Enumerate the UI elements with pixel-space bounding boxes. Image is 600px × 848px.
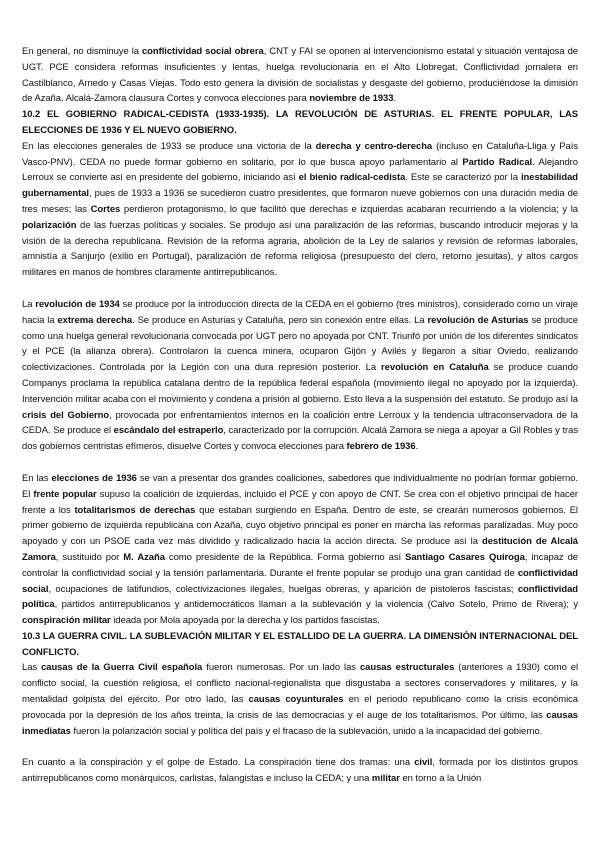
paragraph-revolucion-1934	[22, 297, 578, 455]
text-run: se produce por la introducción directa de la CEDA en el gobierno (tres ministros), considerado como un viraje hacia la	[22, 298, 578, 326]
bold-term: causas coyunturales	[248, 694, 344, 706]
text-run: . Este se caracterizó por la	[405, 172, 521, 184]
bold-term: elecciones de 1936	[51, 472, 137, 484]
bold-term: Partido Radical	[462, 156, 533, 168]
text-run: se produce como una huelga general revolucionaria convocada por UGT pero no apoyada por CNT. Triunfó por unión de los diferentes sindicatos y el PCE (la alianza obrera). Controlaron la cuenca minera, ocuparon Gijón y Avilés y llegaron a sitiar Oviedo, realizando colectivizaciones. Controlada por la Legión con una dura represión posterior. La	[22, 314, 578, 374]
bold-term: revolución en Cataluña	[381, 362, 489, 374]
bold-term: el bienio radical-cedista	[298, 172, 406, 184]
bold-term: escándalo del estraperlo	[113, 425, 224, 437]
bold-term: revolución de Asturias	[427, 314, 529, 326]
bold-term: totalitarismos de derechas	[74, 504, 196, 516]
text-run: de las fuerzas políticas y sociales. Se produjo así una paralización de las reformas, buscando introducir mejoras y la visión de la derecha republicana. Revisión de la reforma agraria, abolición de la Ley de salarios y revisión de reformas laborales, amnistía a Sanjurjo (exilio en Portugal), paralización de reforma religiosa (presupuesto del clero, retorno jesuitas), y altos cargos militares en manos de hombres claramente antirrepublicanos.	[22, 219, 578, 279]
text-run: , CNT y FAI se oponen al intervencionismo estatal y situación ventajosa de UGT. PCE considera reformas insuficientes y lentas, huelga revolucionaria en el Alto Llobregat. Conflictividad jornalera en Castilblanco, Arnedo y Casas Viejas. Todo esto genera la división de socialistas y desgaste del gobierno, produciéndose la dimisión de Azaña. Alcalá-Zamora clausura Cortes y convoca elecciones para	[22, 46, 578, 105]
bold-term: conflictividad política	[22, 583, 578, 611]
text-run: fueron numerosas. Por un lado las	[202, 662, 360, 674]
paragraph-causas-guerra	[22, 660, 578, 739]
text-run: perdieron protagonismo, lo que facilitó que derechas e izquierdas acabaran recurriendo a la violencia; y la	[120, 203, 578, 215]
text-run: se van a presentar dos grandes coaliciones, sabedores que individualmente no podrían formar gobierno. El	[22, 472, 578, 500]
text-run: , formada por los distintos grupos antirrepublicanos como monárquicos, carlistas, falangistas e incluso la CEDA; y una	[22, 757, 579, 785]
text-run: , partidos antirrepublicanos y antidemocráticos llaman a la sublevación y la violencia (Calvo Sotelo, Primo de Rivera); y	[54, 599, 578, 611]
text-run: (anteriores a 1930) como el conflicto social, la cuestión religiosa, el conflicto nacional-regionalista que disgustaba a sectores conservadores y militares, y la mentalidad golpista del ejército. Por otro lado, las	[22, 662, 579, 706]
text-run: La	[22, 298, 36, 310]
bold-term: causas de la Guerra Civil española	[41, 662, 203, 674]
section-heading-10-3: 10.3 LA GUERRA CIVIL. LA SUBLEVACIÓN MILITAR Y EL ESTALLIDO DE LA GUERRA. LA DIMENSIÓN INTERNACIONAL DEL CONFLICTO.	[22, 630, 578, 658]
bold-term: frente popular	[33, 488, 97, 500]
text-run: (incluso en Cataluña-Lliga y País Vasco-PNV). CEDA no puede formar gobierno en solitario, por lo que busca apoyo parlamentario al	[22, 140, 578, 168]
bold-term: revolución de 1934	[35, 298, 120, 310]
text-run: .	[393, 93, 397, 105]
paragraph-conspiracion	[22, 755, 578, 787]
text-run: se produce cuando Companys proclama la república catalana dentro de la república federal española (movimiento ilegal no apoyado por la izquierda). Intervención militar acaba con el movimiento y condena a prisión al gobierno. Esto lleva a la suspensión del estatuto. Se produjo así la	[22, 362, 578, 405]
paragraph-elecciones-1936	[22, 471, 578, 629]
text-run: , incapaz de controlar la conflictividad social y la tensión parlamentaria. Durante el frente popular se produjo una gran cantidad de	[22, 551, 579, 579]
bold-term: conflictividad social	[22, 567, 578, 595]
text-run: , pues de 1933 a 1936 se sucedieron cuatro presidentes, que formaron nueve gobiernos con una duración media de tres meses; las	[22, 188, 578, 215]
bold-term: derecha y centro-derecha	[315, 140, 433, 152]
text-run: en torno a la Unión	[399, 773, 482, 785]
text-run: . Se produce en Asturias y Cataluña, pero sin conexión entre ellas. La	[132, 314, 428, 326]
text-run: . Alejandro Lerroux se convierte así en presidente del gobierno, iniciando así	[22, 156, 578, 184]
bold-term: inestabilidad gubernamental	[22, 172, 578, 200]
bold-term: noviembre de 1933	[309, 93, 394, 105]
text-run: En general, no disminuye la	[22, 46, 142, 57]
bold-term: Cortes	[90, 203, 121, 215]
text-run: fueron la polarización social y política del país y el fracaso de la sublevación, unido a la incapacidad del gobierno.	[70, 725, 543, 737]
text-run: .	[415, 441, 419, 453]
text-run: en el periodo republicano como la crisis económica provocada por la depresión de los años treinta, la crisis de las democracias y el auge de los totalitarismos. Por último, las	[22, 694, 578, 721]
text-run: como presidente de la República. Forma gobierno así	[164, 551, 406, 563]
bold-term: crisis del Gobierno	[22, 409, 110, 421]
section-heading-10-2: 10.2 EL GOBIERNO RADICAL-CEDISTA (1933-1935). LA REVOLUCIÓN DE ASTURIAS. EL FRENTE POPULAR, LAS ELECCIONES DE 1936 Y EL NUEVO GOBIERNO.	[22, 109, 578, 136]
bold-term: militar	[371, 773, 400, 785]
text-run: En las	[22, 472, 52, 484]
bold-term: civil	[414, 757, 433, 769]
bold-term: febrero de 1936	[346, 441, 416, 453]
bold-term: conspiración militar	[22, 615, 111, 627]
paragraph-elecciones-1933	[22, 139, 578, 281]
text-run: Las	[22, 662, 42, 674]
text-run: En cuanto a la conspiración y el golpe de Estado. La conspiración tiene dos tramas: una	[22, 757, 415, 769]
bold-term: conflictividad social obrera	[141, 46, 264, 57]
bold-term: extrema derecha	[57, 314, 133, 326]
paragraph-conflictividad	[22, 44, 578, 107]
bold-term: destitución de Alcalá Zamora	[22, 536, 579, 563]
text-run: , provocada por enfrentamientos internos en la coalición entre Lerroux y la tendencia ultraconservadora de la CEDA. Se produce el	[22, 409, 578, 437]
bold-term: causas estructurales	[359, 662, 455, 674]
text-run: que estaban surgiendo en España. Dentro de este, se crearán numerosos gobiernos. El primer gobierno de izquierda republicana con Azaña, cuyo objetivo principal es poner en marcha las reformas paralizadas. Muy poco apoyado y con un PSOE cada vez más dividido y radicalizado hacia la acción directa. Se produce así la	[22, 504, 578, 548]
bold-term: M. Azaña	[123, 551, 165, 563]
text-run: En las elecciones generales de 1933 se produce una victoria de la	[22, 140, 316, 152]
text-run: , ocupaciones de latifundios, colectivizaciones ilegales, huelgas obreras, y aparición de pistoleros fascistas;	[48, 583, 518, 595]
bold-term: Santiago Casares Quiroga	[405, 551, 525, 563]
text-run: , caracterizado por la corrupción. Alcalá Zamora se niega a apoyar a Gil Robles y tras dos gobiernos centristas efímeros, disuelve Cortes y convoca elecciones para	[22, 425, 578, 453]
text-run: , sustituido por	[55, 551, 124, 563]
bold-term: polarización	[22, 219, 77, 231]
bold-term: causas inmediatas	[22, 709, 578, 737]
text-run: supuso la coalición de izquierdas, incluido el PCE y con apoyo de CNT. Se crea con el objetivo principal de hacer frente a los	[22, 488, 578, 516]
text-run: ideada por Mola apoyada por la derecha y los partidos fascistas.	[110, 615, 380, 627]
